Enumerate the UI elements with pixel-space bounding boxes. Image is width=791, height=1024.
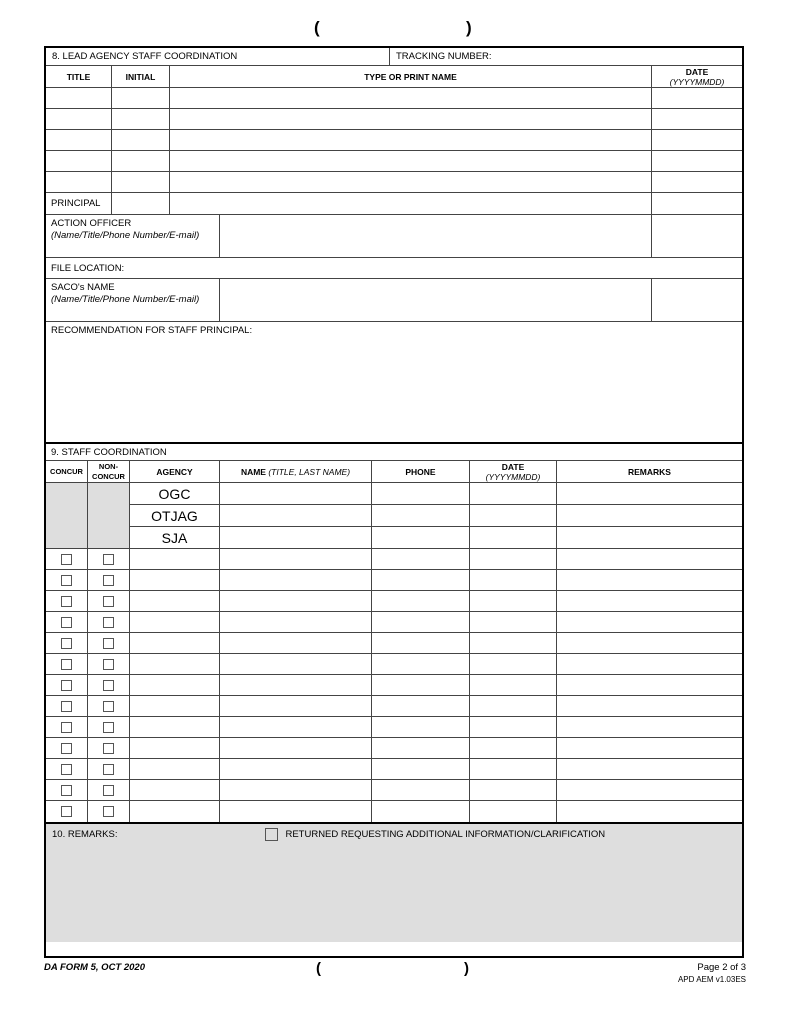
cell-name[interactable] — [220, 549, 372, 569]
table-row[interactable] — [46, 738, 742, 759]
file-location-row[interactable] — [46, 258, 742, 279]
col-agency: AGENCY — [130, 461, 220, 482]
nonconcur-shaded-block — [88, 483, 130, 549]
cell-remarks[interactable] — [557, 675, 742, 695]
action-officer-label: ACTION OFFICER — [51, 218, 132, 229]
saco-hint: (Name/Title/Phone Number/E-mail) — [51, 294, 200, 305]
agency-name-sja[interactable] — [220, 527, 372, 548]
concur-checkbox[interactable] — [61, 806, 72, 817]
table-row[interactable] — [46, 696, 742, 717]
cell-remarks[interactable] — [557, 801, 742, 822]
cell-name[interactable] — [170, 130, 652, 150]
cell-phone[interactable] — [372, 675, 470, 695]
col-concur: CONCUR — [46, 461, 88, 482]
section9-header-row — [46, 444, 742, 461]
returned-request-checkbox[interactable] — [265, 828, 278, 841]
col-phone: PHONE — [372, 461, 470, 482]
table-row[interactable] — [46, 109, 742, 130]
agency-name-ogc[interactable] — [220, 483, 372, 504]
col-remarks: REMARKS — [628, 466, 671, 477]
section8-title: 8. LEAD AGENCY STAFF COORDINATION — [52, 51, 238, 62]
cell-agency[interactable] — [130, 612, 220, 632]
concur-checkbox[interactable] — [61, 617, 72, 628]
cell-remarks[interactable] — [557, 780, 742, 800]
table-row[interactable] — [46, 591, 742, 612]
cell-date[interactable] — [470, 612, 557, 632]
nonconcur-checkbox[interactable] — [103, 659, 114, 670]
section9-title-cell — [46, 444, 742, 460]
table-row[interactable] — [46, 172, 742, 193]
cell-remarks[interactable] — [557, 570, 742, 590]
section9-column-headers — [46, 461, 742, 483]
concur-checkbox-cell[interactable] — [46, 696, 88, 716]
action-officer-value[interactable] — [220, 215, 652, 257]
cell-phone[interactable] — [372, 738, 470, 758]
cell-agency[interactable] — [130, 654, 220, 674]
cell-remarks[interactable] — [557, 633, 742, 653]
principal-initial[interactable] — [112, 193, 170, 214]
agency-phone-otjag[interactable] — [372, 505, 470, 526]
recommendation-row[interactable] — [46, 322, 742, 444]
nonconcur-checkbox-cell[interactable] — [88, 675, 130, 695]
cell-phone[interactable] — [372, 591, 470, 611]
cell-remarks[interactable] — [557, 591, 742, 611]
nonconcur-checkbox-cell[interactable] — [88, 633, 130, 653]
nonconcur-checkbox-cell[interactable] — [88, 570, 130, 590]
col-name: NAME (TITLE, LAST NAME) — [220, 461, 372, 482]
cell-initial[interactable] — [112, 109, 170, 129]
agency-remarks-otjag[interactable] — [557, 505, 742, 526]
saco-value[interactable] — [220, 279, 652, 321]
cell-agency[interactable] — [130, 549, 220, 569]
file-location-cell[interactable] — [46, 258, 742, 278]
principal-date[interactable] — [652, 193, 742, 214]
cell-remarks[interactable] — [557, 612, 742, 632]
footer-paren-right: ) — [464, 960, 469, 977]
section10-header — [46, 824, 742, 844]
cell-agency[interactable] — [130, 738, 220, 758]
cell-phone[interactable] — [372, 570, 470, 590]
nonconcur-checkbox-cell[interactable] — [88, 738, 130, 758]
table-row[interactable] — [46, 88, 742, 109]
concur-checkbox-cell[interactable] — [46, 780, 88, 800]
cell-phone[interactable] — [372, 717, 470, 737]
concur-checkbox[interactable] — [61, 764, 72, 775]
cell-date[interactable] — [470, 633, 557, 653]
cell-name[interactable] — [220, 696, 372, 716]
concur-checkbox[interactable] — [61, 596, 72, 607]
section8-column-headers — [46, 66, 742, 88]
cell-title[interactable] — [46, 172, 112, 192]
cell-phone[interactable] — [372, 612, 470, 632]
table-row[interactable] — [46, 130, 742, 151]
section8-title-cell — [46, 48, 390, 65]
footer-right-group — [678, 962, 746, 984]
agency-phone-sja[interactable] — [372, 527, 470, 548]
nonconcur-checkbox[interactable] — [103, 743, 114, 754]
nonconcur-checkbox[interactable] — [103, 554, 114, 565]
nonconcur-checkbox[interactable] — [103, 680, 114, 691]
table-row[interactable] — [46, 570, 742, 591]
returned-request-label: RETURNED REQUESTING ADDITIONAL INFORMATION/CLARIFICATION — [285, 828, 606, 840]
saco-date[interactable] — [652, 279, 742, 321]
concur-checkbox-cell[interactable] — [46, 633, 88, 653]
principal-row[interactable] — [46, 193, 742, 215]
concur-checkbox[interactable] — [61, 638, 72, 649]
cell-date[interactable] — [470, 549, 557, 569]
cell-phone[interactable] — [372, 549, 470, 569]
cell-remarks[interactable] — [557, 549, 742, 569]
col-type-or-print-name: TYPE OR PRINT NAME — [170, 66, 652, 87]
saco-row[interactable] — [46, 279, 742, 322]
concur-checkbox-cell[interactable] — [46, 759, 88, 779]
cell-remarks[interactable] — [557, 654, 742, 674]
concur-checkbox-cell[interactable] — [46, 675, 88, 695]
table-row[interactable] — [46, 633, 742, 654]
cell-agency[interactable] — [130, 696, 220, 716]
cell-name[interactable] — [220, 759, 372, 779]
cell-agency[interactable] — [130, 570, 220, 590]
cell-remarks[interactable] — [557, 717, 742, 737]
cell-name[interactable] — [220, 738, 372, 758]
cell-date[interactable] — [652, 130, 742, 150]
returned-request-group[interactable] — [265, 828, 605, 841]
concur-checkbox[interactable] — [61, 743, 72, 754]
table-row[interactable] — [46, 151, 742, 172]
cell-date[interactable] — [470, 738, 557, 758]
cell-title[interactable] — [46, 88, 112, 108]
concur-checkbox-cell[interactable] — [46, 717, 88, 737]
agency-label-ogc: OGC — [130, 483, 220, 504]
concur-checkbox-cell[interactable] — [46, 591, 88, 611]
cell-agency[interactable] — [130, 675, 220, 695]
cell-name[interactable] — [220, 633, 372, 653]
agency-remarks-sja[interactable] — [557, 527, 742, 548]
page-number: Page 2 of 3 — [697, 962, 746, 973]
cell-name[interactable] — [220, 780, 372, 800]
table-row[interactable] — [46, 717, 742, 738]
table-row[interactable] — [46, 654, 742, 675]
action-officer-date[interactable] — [652, 215, 742, 257]
table-row[interactable] — [46, 612, 742, 633]
section10-remarks-box[interactable] — [46, 822, 742, 942]
nonconcur-checkbox-cell[interactable] — [88, 549, 130, 569]
form-id: DA FORM 5, OCT 2020 — [44, 962, 146, 973]
recommendation-cell[interactable] — [46, 322, 742, 442]
cell-date[interactable] — [652, 151, 742, 171]
cell-date[interactable] — [652, 88, 742, 108]
cell-agency[interactable] — [130, 801, 220, 822]
header-paren-right: ) — [466, 18, 472, 37]
footer-paren-left: ( — [316, 960, 321, 977]
cell-date[interactable] — [470, 801, 557, 822]
cell-name[interactable] — [220, 570, 372, 590]
cell-phone[interactable] — [372, 633, 470, 653]
agency-name-otjag[interactable] — [220, 505, 372, 526]
agency-label-otjag: OTJAG — [130, 505, 220, 526]
file-location-label: FILE LOCATION: — [51, 262, 125, 274]
cell-title[interactable] — [46, 109, 112, 129]
nonconcur-checkbox-cell[interactable] — [88, 654, 130, 674]
nonconcur-checkbox-cell[interactable] — [88, 801, 130, 822]
agency-phone-ogc[interactable] — [372, 483, 470, 504]
cell-name[interactable] — [220, 654, 372, 674]
cell-date[interactable] — [470, 780, 557, 800]
table-row[interactable] — [46, 780, 742, 801]
cell-name[interactable] — [170, 88, 652, 108]
col-date: DATE (YYYYMMDD) — [470, 461, 557, 482]
col-title: TITLE — [46, 66, 112, 87]
cell-remarks[interactable] — [557, 759, 742, 779]
nonconcur-checkbox[interactable] — [103, 575, 114, 586]
nonconcur-checkbox[interactable] — [103, 617, 114, 628]
tracking-number-cell[interactable] — [390, 48, 742, 65]
cell-phone[interactable] — [372, 696, 470, 716]
concur-checkbox-cell[interactable] — [46, 738, 88, 758]
nonconcur-checkbox[interactable] — [103, 638, 114, 649]
cell-agency[interactable] — [130, 633, 220, 653]
nonconcur-checkbox[interactable] — [103, 785, 114, 796]
concur-checkbox-cell[interactable] — [46, 549, 88, 569]
concur-checkbox-cell[interactable] — [46, 612, 88, 632]
cell-date[interactable] — [470, 696, 557, 716]
cell-phone[interactable] — [372, 759, 470, 779]
checkbox-rows-container — [46, 549, 742, 822]
cell-name[interactable] — [220, 675, 372, 695]
cell-agency[interactable] — [130, 759, 220, 779]
concur-checkbox[interactable] — [61, 680, 72, 691]
cell-remarks[interactable] — [557, 738, 742, 758]
table-row[interactable] — [46, 549, 742, 570]
cell-phone[interactable] — [372, 780, 470, 800]
concur-checkbox-cell[interactable] — [46, 801, 88, 822]
action-officer-row[interactable] — [46, 215, 742, 258]
cell-name[interactable] — [220, 591, 372, 611]
cell-name[interactable] — [170, 151, 652, 171]
table-row[interactable] — [46, 801, 742, 822]
cell-date[interactable] — [652, 172, 742, 192]
section8-header-row — [46, 48, 742, 66]
cell-date[interactable] — [470, 675, 557, 695]
cell-phone[interactable] — [372, 654, 470, 674]
cell-date[interactable] — [652, 109, 742, 129]
concur-checkbox[interactable] — [61, 575, 72, 586]
agency-date-sja[interactable] — [470, 527, 557, 548]
principal-label-cell: PRINCIPAL — [46, 193, 112, 214]
cell-name[interactable] — [170, 109, 652, 129]
recommendation-label: RECOMMENDATION FOR STAFF PRINCIPAL: — [51, 325, 253, 336]
concur-checkbox-cell[interactable] — [46, 570, 88, 590]
agency-remarks-ogc[interactable] — [557, 483, 742, 504]
principal-name[interactable] — [170, 193, 652, 214]
cell-name[interactable] — [220, 801, 372, 822]
action-officer-hint: (Name/Title/Phone Number/E-mail) — [51, 230, 200, 241]
concur-checkbox[interactable] — [61, 722, 72, 733]
cell-name[interactable] — [170, 172, 652, 192]
concur-checkbox-cell[interactable] — [46, 654, 88, 674]
concur-shaded-block — [46, 483, 88, 549]
concur-checkbox[interactable] — [61, 659, 72, 670]
concur-checkbox[interactable] — [61, 785, 72, 796]
cell-date[interactable] — [470, 570, 557, 590]
nonconcur-checkbox[interactable] — [103, 596, 114, 607]
saco-label: SACO's NAME — [51, 282, 115, 293]
nonconcur-checkbox[interactable] — [103, 701, 114, 712]
agency-date-otjag[interactable] — [470, 505, 557, 526]
cell-phone[interactable] — [372, 801, 470, 822]
cell-initial[interactable] — [112, 88, 170, 108]
nonconcur-checkbox[interactable] — [103, 764, 114, 775]
header-paren-left: ( — [314, 18, 320, 37]
cell-agency[interactable] — [130, 717, 220, 737]
form-frame — [44, 46, 744, 958]
nonconcur-checkbox-cell[interactable] — [88, 696, 130, 716]
cell-title[interactable] — [46, 151, 112, 171]
page-footer — [44, 962, 746, 992]
nonconcur-checkbox-cell[interactable] — [88, 591, 130, 611]
cell-remarks[interactable] — [557, 696, 742, 716]
nonconcur-checkbox-cell[interactable] — [88, 612, 130, 632]
cell-initial[interactable] — [112, 151, 170, 171]
cell-agency[interactable] — [130, 591, 220, 611]
concur-checkbox[interactable] — [61, 554, 72, 565]
section10-title: 10. REMARKS: — [52, 828, 118, 840]
action-officer-label-cell — [46, 215, 220, 257]
cell-date[interactable] — [470, 591, 557, 611]
section9-title: 9. STAFF COORDINATION — [51, 446, 167, 458]
agency-row-sja[interactable] — [130, 527, 742, 549]
classification-header — [44, 16, 746, 40]
cell-initial[interactable] — [112, 130, 170, 150]
nonconcur-checkbox-cell[interactable] — [88, 780, 130, 800]
cell-name[interactable] — [220, 717, 372, 737]
nonconcur-checkbox[interactable] — [103, 722, 114, 733]
cell-title[interactable] — [46, 130, 112, 150]
agency-label-sja: SJA — [130, 527, 220, 548]
col-date: DATE (YYYYMMDD) — [669, 66, 725, 87]
tracking-number-label: TRACKING NUMBER: — [396, 51, 492, 62]
nonconcur-checkbox-cell[interactable] — [88, 759, 130, 779]
table-row[interactable] — [46, 759, 742, 780]
cell-name[interactable] — [220, 612, 372, 632]
apd-version: APD AEM v1.03ES — [677, 975, 746, 984]
saco-label-cell — [46, 279, 220, 321]
cell-date[interactable] — [470, 654, 557, 674]
nonconcur-checkbox-cell[interactable] — [88, 717, 130, 737]
concur-checkbox[interactable] — [61, 701, 72, 712]
cell-agency[interactable] — [130, 780, 220, 800]
agency-row-otjag[interactable] — [130, 505, 742, 527]
cell-date[interactable] — [470, 717, 557, 737]
preset-agency-block — [46, 483, 742, 549]
cell-initial[interactable] — [112, 172, 170, 192]
agency-row-ogc[interactable] — [130, 483, 742, 505]
table-row[interactable] — [46, 675, 742, 696]
nonconcur-checkbox[interactable] — [103, 806, 114, 817]
cell-date[interactable] — [470, 759, 557, 779]
col-nonconcur: NON- CONCUR — [88, 461, 130, 482]
agency-date-ogc[interactable] — [470, 483, 557, 504]
col-initial: INITIAL — [112, 66, 170, 87]
